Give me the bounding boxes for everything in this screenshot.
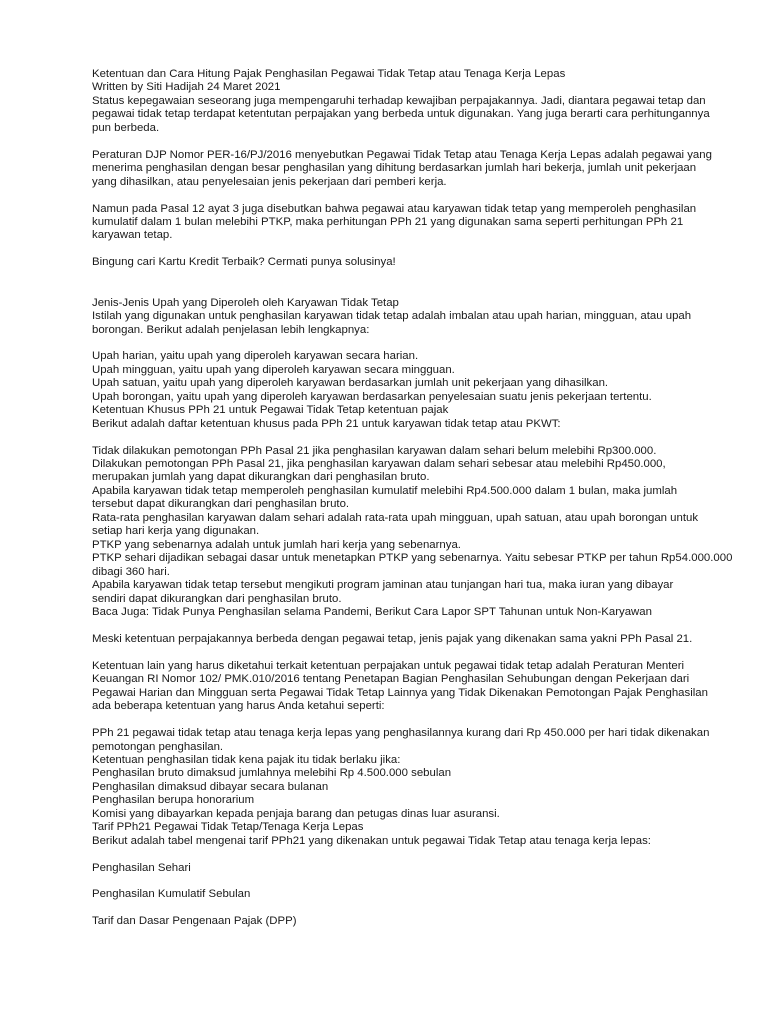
blank-line bbox=[92, 619, 688, 632]
text-line: Tidak dilakukan pemotongan PPh Pasal 21 jika penghasilan karyawan dalam sehari belum melebihi Rp300.000. bbox=[92, 444, 657, 457]
text-line: kumulatif dalam 1 bulan melebihi PTKP, maka perhitungan PPh 21 yang digunakan sama seperti perhitungan PPh 21 bbox=[92, 215, 684, 228]
blank-line bbox=[92, 283, 688, 296]
text-line: Upah borongan, yaitu upah yang diperoleh karyawan berdasarkan penyelesaian suatu jenis pekerjaan tertentu. bbox=[92, 390, 652, 403]
blank-line bbox=[92, 646, 688, 659]
text-line: Penghasilan Sehari bbox=[92, 861, 191, 874]
text-line: Ketentuan penghasilan tidak kena pajak itu tidak berlaku jika: bbox=[92, 753, 401, 766]
text-line: Namun pada Pasal 12 ayat 3 juga disebutkan bahwa pegawai atau karyawan tidak tetap yang memperoleh penghasilan bbox=[92, 202, 697, 215]
text-line: Apabila karyawan tidak tetap tersebut mengikuti program jaminan atau tunjangan hari tua, maka iuran yang dibayar bbox=[92, 579, 674, 592]
blank-line bbox=[92, 875, 688, 888]
text-line: Ketentuan Khusus PPh 21 untuk Pegawai Tidak Tetap ketentuan pajak bbox=[92, 404, 449, 417]
text-line: Upah harian, yaitu upah yang diperoleh karyawan secara harian. bbox=[92, 350, 419, 363]
blank-line bbox=[92, 135, 688, 148]
blank-line bbox=[92, 243, 688, 256]
document-title: Ketentuan dan Cara Hitung Pajak Penghasilan Pegawai Tidak Tetap atau Tenaga Kerja Lepas bbox=[92, 68, 566, 80]
text-line: Meski ketentuan perpajakannya berbeda dengan pegawai tetap, jenis pajak yang dikenakan sama yakni PPh Pasal 21. bbox=[92, 632, 693, 645]
text-line: Istilah yang digunakan untuk penghasilan karyawan tidak tetap adalah imbalan atau upah harian, mingguan, atau upah bbox=[92, 310, 692, 323]
blank-line bbox=[92, 848, 688, 861]
text-line: PTKP sehari dijadikan sebagai dasar untuk menetapkan PTKP yang sebenarnya. Yaitu sebesar PTKP per tahun Rp54.000.000 bbox=[92, 552, 733, 565]
text-line: yang dihasilkan, atau penyelesaian jenis pekerjaan dari pemberi kerja. bbox=[92, 175, 447, 188]
blank-line bbox=[92, 902, 688, 915]
text-line: Baca Juga: Tidak Punya Penghasilan selama Pandemi, Berikut Cara Lapor SPT Tahunan untuk Non-Karyawan bbox=[92, 606, 652, 619]
blank-line bbox=[92, 270, 688, 283]
text-line: borongan. Berikut adalah penjelasan lebih lengkapnya: bbox=[92, 323, 370, 336]
text-line: Ketentuan lain yang harus diketahui terkait ketentuan perpajakan untuk pegawai tidak tetap adalah Peraturan Menteri bbox=[92, 659, 685, 672]
text-line: Tarif PPh21 Pegawai Tidak Tetap/Tenaga Kerja Lepas bbox=[92, 821, 364, 834]
blank-line bbox=[92, 714, 688, 727]
text-line: Penghasilan berupa honorarium bbox=[92, 794, 255, 807]
text-line: tersebut dapat dikurangkan dari penghasilan bruto. bbox=[92, 498, 350, 511]
text-line: Tarif dan Dasar Pengenaan Pajak (DPP) bbox=[92, 915, 297, 928]
text-line: Penghasilan dimaksud dibayar secara bulanan bbox=[92, 780, 329, 793]
text-line: pun berbeda. bbox=[92, 121, 160, 134]
text-line: Keuangan RI Nomor 102/ PMK.010/2016 tentang Penetapan Bagian Penghasilan Sehubungan dengan Pekerjaan dari bbox=[92, 673, 690, 686]
text-line: Apabila karyawan tidak tetap memperoleh penghasilan kumulatif melebihi Rp4.500.000 dalam 1 bulan, maka jumlah bbox=[92, 484, 678, 497]
blank-line bbox=[92, 189, 688, 202]
text-line: Bingung cari Kartu Kredit Terbaik? Cermati punya solusinya! bbox=[92, 256, 396, 269]
text-line: Jenis-Jenis Upah yang Diperoleh oleh Karyawan Tidak Tetap bbox=[92, 296, 399, 309]
text-line: pegawai tidak tetap terdapat ketentutan perpajakan yang berbeda untuk digunakan. Yang juga berarti cara perhitungannya bbox=[92, 108, 710, 121]
text-line: setiap hari kerja yang digunakan. bbox=[92, 525, 260, 538]
text-line: pemotongan penghasilan. bbox=[92, 740, 224, 753]
text-line: merupakan jumlah yang dapat dikurangkan dari penghasilan bruto. bbox=[92, 471, 430, 484]
text-line: Berikut adalah daftar ketentuan khusus pada PPh 21 untuk karyawan tidak tetap atau PKWT: bbox=[92, 417, 561, 430]
text-line: Penghasilan Kumulatif Sebulan bbox=[92, 888, 251, 901]
text-line: Dilakukan pemotongan PPh Pasal 21, jika penghasilan karyawan dalam sehari sebesar atau melebihi Rp450.000, bbox=[92, 458, 666, 471]
text-line: Status kepegawaian seseorang juga mempengaruhi terhadap kewajiban perpajakannya. Jadi, diantara pegawai tetap dan bbox=[92, 94, 706, 107]
text-line: Upah satuan, yaitu upah yang diperoleh karyawan berdasarkan jumlah unit pekerjaan yang dihasilkan. bbox=[92, 377, 609, 390]
text-line: karyawan tetap. bbox=[92, 229, 173, 242]
text-line: Pegawai Harian dan Mingguan serta Pegawai Tidak Tetap Lainnya yang Tidak Dikenakan Pemotongan Pajak Penghasilan bbox=[92, 686, 708, 699]
text-line: Berikut adalah tabel mengenai tarif PPh21 yang dikenakan untuk pegawai Tidak Tetap atau tenaga kerja lepas: bbox=[92, 834, 651, 847]
text-line: PPh 21 pegawai tidak tetap atau tenaga kerja lepas yang penghasilannya kurang dari Rp 450.000 per hari tidak dikenakan bbox=[92, 727, 710, 740]
text-line: Penghasilan bruto dimaksud jumlahnya melebihi Rp 4.500.000 sebulan bbox=[92, 767, 452, 780]
text-line: Peraturan DJP Nomor PER-16/PJ/2016 menyebutkan Pegawai Tidak Tetap atau Tenaga Kerja Lepas adalah pegawai yang bbox=[92, 148, 712, 161]
text-line: menerima penghasilan dengan besar penghasilan yang dihitung berdasarkan jumlah hari bekerja, jumlah unit pekerjaan bbox=[92, 162, 697, 175]
blank-line bbox=[92, 337, 688, 350]
text-line: dibagi 360 hari. bbox=[92, 565, 170, 578]
text-line: Upah mingguan, yaitu upah yang diperoleh karyawan secara mingguan. bbox=[92, 363, 455, 376]
text-line: ada beberapa ketentuan yang harus Anda ketahui seperti: bbox=[92, 700, 385, 713]
text-line: sendiri dapat dikurangkan dari penghasilan bruto. bbox=[92, 592, 342, 605]
text-line: PTKP yang sebenarnya adalah untuk jumlah hari kerja yang sebenarnya. bbox=[92, 538, 461, 551]
blank-line bbox=[92, 431, 688, 444]
text-line: Rata-rata penghasilan karyawan dalam sehari adalah rata-rata upah mingguan, upah satuan, atau upah borongan untuk bbox=[92, 511, 699, 524]
text-line: Written by Siti Hadijah 24 Maret 2021 bbox=[92, 81, 281, 94]
text-line: Komisi yang dibayarkan kepada penjaja barang dan petugas dinas luar asuransi. bbox=[92, 807, 500, 820]
